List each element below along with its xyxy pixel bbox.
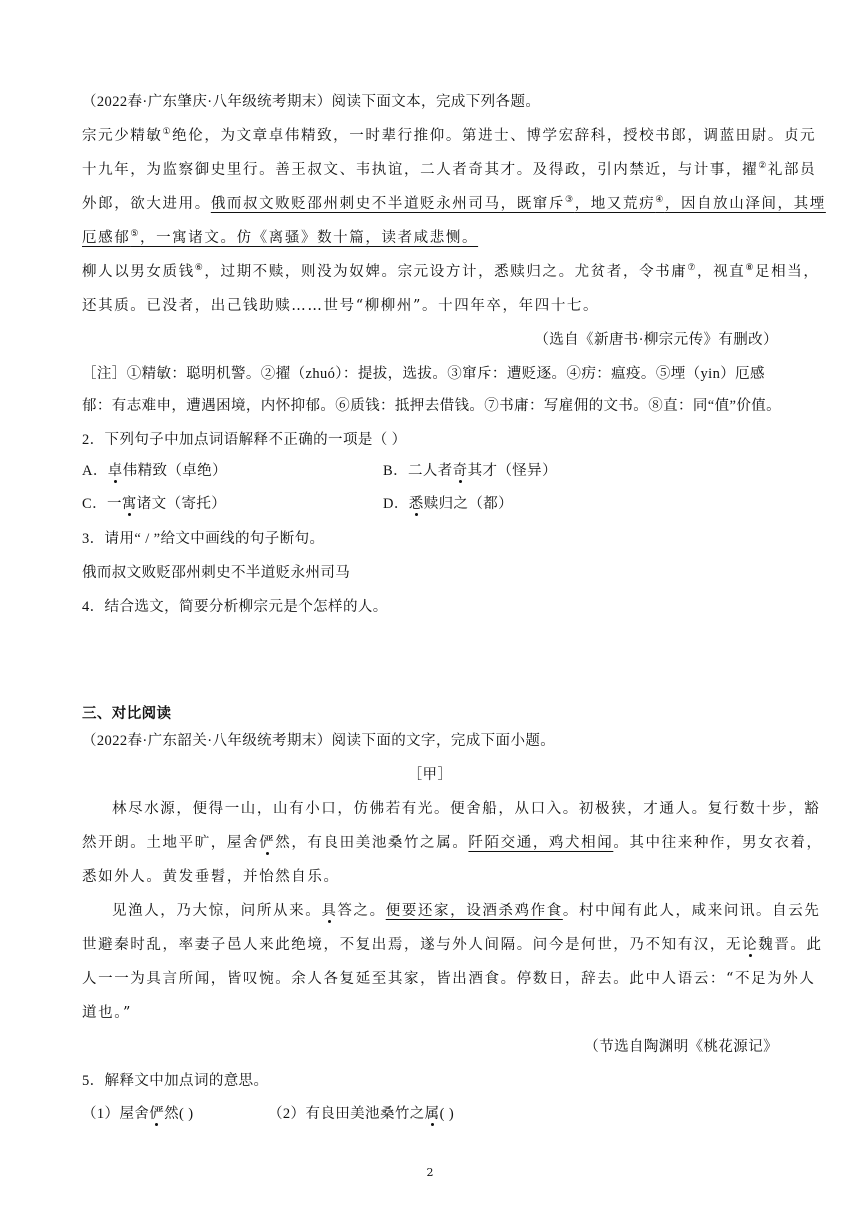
q5-item-1: （1）屋舍俨然( ) xyxy=(82,1106,194,1122)
footnote-marker: ① xyxy=(162,127,173,138)
section-title: 三、对比阅读 xyxy=(82,706,172,722)
text-jia-para2-line2: 世避秦时乱，率妻子邑人来此绝境，不复出焉，遂与外人间隔。问今是何世，乃不知有汉，无论魏晋。此 xyxy=(82,937,823,953)
passage1-line2: 十九年，为监察御史里行。善王叔文、韦执谊，二人者奇其才。及得政，引内禁近，与计事，擢②礼部员 xyxy=(82,161,817,178)
passage-jia-label: ［甲］ xyxy=(407,767,453,783)
page-number: 2 xyxy=(426,1166,434,1179)
question-2: 2．下列句子中加点词语解释不正确的一项是（ ） xyxy=(82,432,407,448)
q2-option-d: D．悉赎归之（都） xyxy=(383,496,514,512)
question-5: 5．解释文中加点词的意思。 xyxy=(82,1073,269,1089)
footnote-marker: ② xyxy=(758,161,768,172)
text-jia-para2-line3: 人一一为具言所闻，皆叹惋。余人各复延至其家，皆出酒食。停数日，辞去。此中人语云：“不足为外人 xyxy=(82,971,816,987)
dotted-char: 寓 xyxy=(121,496,137,512)
question-3: 3．请用“ / ”给文中画线的句子断句。 xyxy=(82,531,325,547)
q2-option-b: B．二人者奇其才（怪异） xyxy=(383,463,557,479)
dotted-char: 俨 xyxy=(259,835,276,851)
text-jia-para2-line4: 道也。” xyxy=(82,1005,133,1021)
dotted-char: 属 xyxy=(424,1106,440,1122)
text-jia-para2-line1: 见渔人，乃大惊，问所从来。具答之。便要还家，设酒杀鸡作食。村中闻有此人，咸来问讯。自云先 xyxy=(112,903,821,919)
question-intro-1: （2022春·广东肇庆·八年级统考期末）阅读下面文本，完成下列各题。 xyxy=(82,94,541,110)
passage1-line4 xyxy=(82,228,478,248)
text-jia-line2: 然开朗。土地平旷，屋舍俨然，有良田美池桑竹之属。阡陌交通，鸡犬相闻。其中往来种作，男女衣着， xyxy=(82,835,823,851)
text-jia-line3: 悉如外人。黄发垂髫，并怡然自乐。 xyxy=(82,869,340,885)
question-intro-2: （2022春·广东韶关·八年级统考期末）阅读下面的文字，完成下面小题。 xyxy=(82,733,556,749)
underlined-sentence: 俄而叔文败贬邵州刺史不半道贬永州司马，既窜斥③，地又荒疠④，因自放山泽间，其堙 xyxy=(210,195,826,212)
question-4: 4．结合选文，简要分析柳宗元是个怎样的人。 xyxy=(82,599,388,615)
underlined-phrase: 阡陌交通，鸡犬相闻 xyxy=(468,835,614,851)
underlined-phrase: 便要还家，设酒杀鸡作食 xyxy=(385,903,563,919)
passage1-line1: 宗元少精敏①绝伦，为文章卓伟精致，一时辈行推仰。第进士、博学宏辞科，授校书郎，调蓝田尉。贞元 xyxy=(82,127,817,144)
dotted-char: 俨 xyxy=(149,1106,165,1122)
annotation-line2: 郁：有志难申，遭遇困境，内怀抑郁。⑥质钱：抵押去借钱。⑦书庸：写雇佣的文书。⑧直：同“值”价值。 xyxy=(82,398,782,414)
passage1-line3: 外郎，欲大进用。俄而叔文败贬邵州刺史不半道贬永州司马，既窜斥③，地又荒疠④，因自放山泽间，其堙 xyxy=(82,195,826,212)
source-citation-1: （选自《新唐书·柳宗元传》有删改） xyxy=(534,332,778,348)
q5-item-2: （2）有良田美池桑竹之属( ) xyxy=(268,1106,455,1122)
underlined-sentence: 厄感郁⑤，一寓诸文。仿《离骚》数十篇，读者咸悲恻。 xyxy=(82,229,479,246)
q2-option-c: C．一寓诸文（寄托） xyxy=(82,496,227,512)
dotted-char: 卓 xyxy=(107,463,123,479)
source-citation-2: （节选自陶渊明《桃花源记》 xyxy=(584,1039,778,1055)
text-jia-line1: 林尽水源，便得一山，山有小口，仿佛若有光。便舍船，从口入。初极狭，才通人。复行数十步，豁 xyxy=(112,801,821,817)
dotted-char: 具 xyxy=(321,903,338,919)
annotation-line1: ［注］①精敏：聪明机警。②擢（zhuó）：提拔，选拔。③窜斥：遭贬逐。④疠：瘟疫。⑤堙（yin）厄感 xyxy=(82,366,765,382)
q2-option-a: A．卓伟精致（卓绝） xyxy=(82,463,227,479)
question-3-sentence: 俄而叔文败贬邵州刺史不半道贬永州司马 xyxy=(82,565,351,581)
dotted-char: 论 xyxy=(742,937,759,953)
passage2-line1: 柳人以男女质钱⑥，过期不赎，则没为奴婢。宗元设方计，悉赎归之。尤贫者，令书庸⑦，视直⑧足相当， xyxy=(82,263,820,280)
dotted-char: 悉 xyxy=(408,496,424,512)
passage2-line2: 还其质。已没者，出己钱助赎……世号“柳柳州”。十四年卒，年四十七。 xyxy=(82,298,600,314)
dotted-char: 奇 xyxy=(452,463,468,479)
